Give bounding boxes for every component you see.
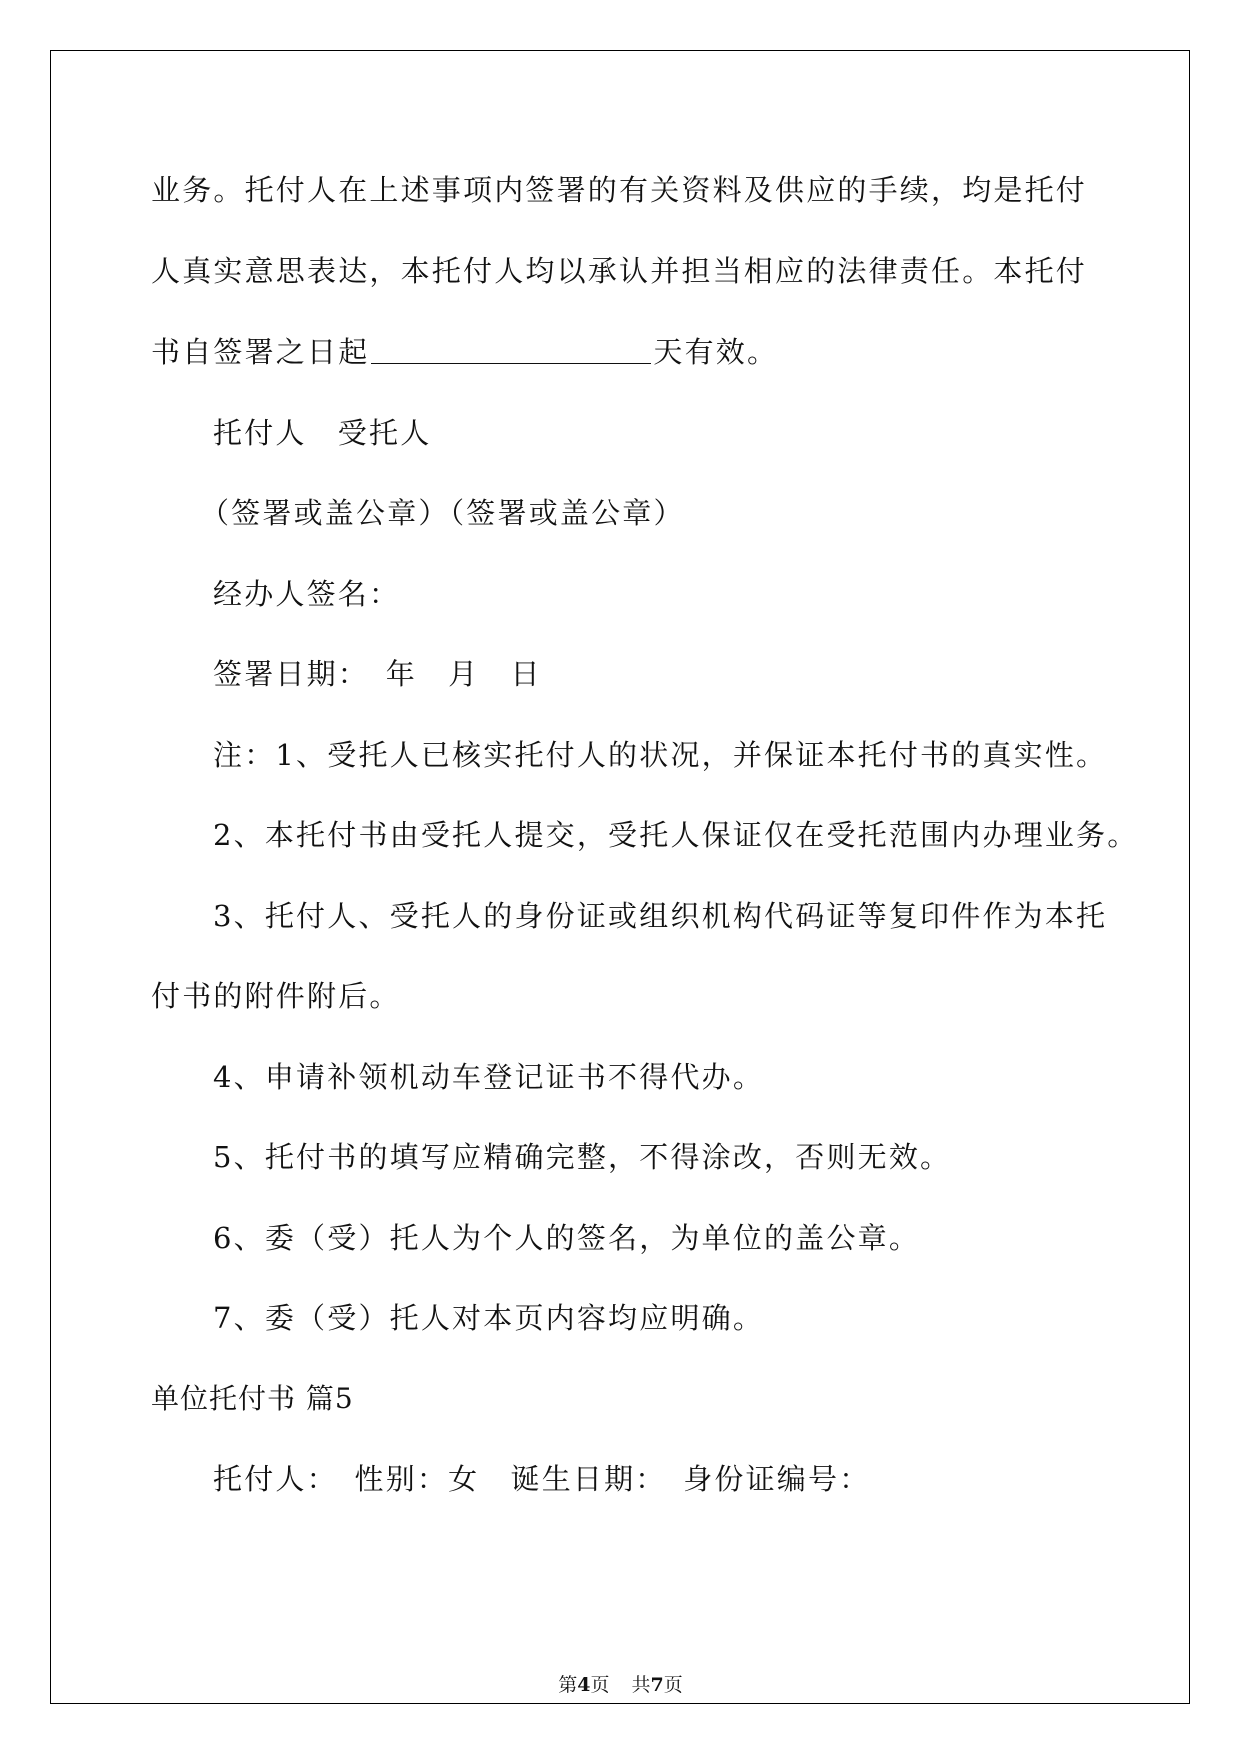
footer-total-number: 7: [650, 1674, 664, 1696]
footer-page-suffix: 页: [590, 1674, 610, 1696]
seal-line: （签署或盖公章）（签署或盖公章）: [200, 496, 685, 530]
note-item: 4、申请补领机动车登记证书不得代办。: [213, 1060, 765, 1094]
section-title: 单位托付书 篇5: [151, 1382, 354, 1415]
footer-total-suffix: 页: [663, 1674, 683, 1696]
note-item: 注：1、受托人已核实托付人的状况，并保证本托付书的真实性。: [213, 738, 1108, 772]
note-item: 6、委（受）托人为个人的签名，为单位的盖公章。: [213, 1221, 921, 1255]
paragraph-line: 人真实意思表达，本托付人均以承认并担当相应的法律责任。本托付: [151, 254, 1088, 288]
note-item: 3、托付人、受托人的身份证或组织机构代码证等复印件作为本托: [213, 899, 1108, 933]
note-item: 2、本托付书由受托人提交，受托人保证仅在受托范围内办理业务。: [213, 818, 1139, 852]
note-item: 5、托付书的填写应精确完整，不得涂改，否则无效。: [213, 1140, 952, 1174]
validity-days-blank: [371, 335, 651, 364]
agent-signature-line: 经办人签名：: [213, 577, 401, 611]
validity-suffix: 天有效。: [653, 335, 779, 369]
footer-page-prefix: 第: [558, 1674, 578, 1696]
parties-line: 托付人 受托人: [213, 416, 432, 450]
paragraph-line: [151, 332, 778, 372]
page-border: [50, 50, 1190, 1704]
client-info-line: 托付人： 性别：女 诞生日期： 身份证编号：: [213, 1462, 871, 1496]
sign-date-line: 签署日期： 年 月 日: [213, 657, 542, 691]
page-footer: [0, 1672, 1241, 1698]
footer-total-prefix: 共: [631, 1674, 651, 1696]
paragraph-line: 业务。托付人在上述事项内签署的有关资料及供应的手续，均是托付: [151, 173, 1088, 207]
footer-page-number: 4: [577, 1674, 591, 1696]
note-item: 7、委（受）托人对本页内容均应明确。: [213, 1301, 765, 1335]
validity-label: 书自签署之日起: [151, 335, 370, 369]
note-item-continued: 付书的附件附后。: [151, 979, 401, 1013]
